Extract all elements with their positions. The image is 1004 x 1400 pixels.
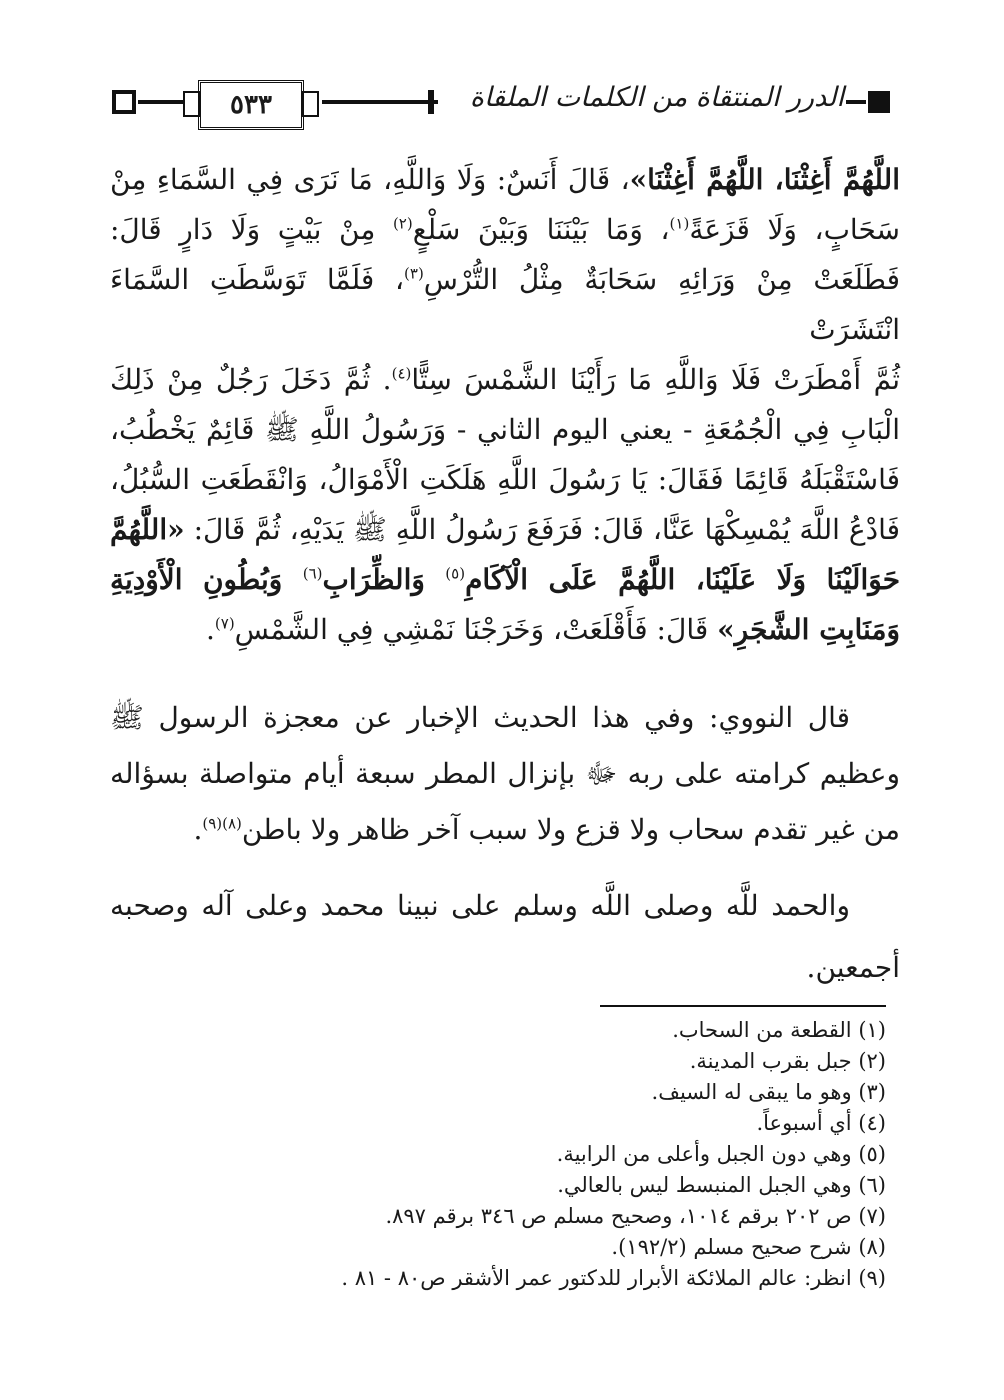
footnote-ref: (٨)(٩): [202, 814, 242, 833]
hadith-text-run: قَالَ: فَأَقْلَعَتْ، وَخَرَجْنَا نَمْشِي فِي الشَّمْسِ: [234, 613, 718, 646]
hadith-text-run: ، وَمَا بَيْنَنَا وَبَيْنَ سَلْعٍ: [412, 213, 670, 246]
hadith-line: [110, 155, 900, 205]
footnote-item: (١) القطعة من السحاب.: [672, 1018, 886, 1042]
hadith-line: [110, 605, 900, 655]
hadith-bold-text: حَوَالَيْنَا وَلَا عَلَيْنَا، اللَّهُمَّ عَلَى الْآكَامِ: [465, 563, 900, 596]
hadith-text-run: ، فَلَمَّا تَوَسَّطَتِ السَّمَاءَ انْتَشَرَتْ: [110, 263, 900, 346]
footnote-ref: (٢): [392, 214, 413, 233]
footnote-ref: (٣): [404, 264, 424, 283]
hadith-text-run: .: [205, 613, 215, 646]
hadith-line: [110, 455, 900, 505]
page-header: [112, 78, 892, 128]
page-number-text: ٥٣٣: [230, 90, 272, 120]
commentary-text: [110, 690, 900, 858]
book-title: الدرر المنتقاة من الكلمات الملقاة: [462, 82, 852, 113]
commentary-end: .: [193, 813, 203, 846]
hadith-line: [110, 355, 900, 405]
footnote-item: (٢) جبل بقرب المدينة.: [689, 1049, 886, 1073]
hadith-line: [110, 555, 900, 605]
hadith-bold-text: وَمَنَابِتِ الشَّجَرِ»: [717, 613, 900, 646]
header-rule-left: [138, 100, 184, 104]
commentary-paragraph: [110, 690, 900, 858]
hadith-text-run: . ثُمَّ دَخَلَ رَجُلٌ مِنْ ذَلِكَ: [110, 363, 392, 396]
header-divider: [428, 90, 434, 114]
closing-paragraph: [110, 875, 900, 999]
footnote-item: (٦) وهي الجبل المنبسط ليس بالعالي.: [557, 1173, 886, 1197]
hadith-bold-text: «اللَّهُمَّ: [110, 513, 185, 546]
footnote-separator: [600, 1005, 886, 1007]
header-ornament-right: [868, 91, 890, 113]
hadith-line: [110, 505, 900, 555]
hadith-text-run: فَاسْتَقْبَلَهُ قَائِمًا فَقَالَ: يَا رَسُولَ اللَّهِ هَلَكَتِ الْأَمْوَالُ، وَانْقَطَعَتِ السُّبُلُ،: [110, 463, 900, 496]
header-ornament-left: [112, 90, 136, 114]
header-rule-right: [846, 100, 866, 104]
footnote-item: (٥) وهي دون الجبل وأعلى من الرابية.: [556, 1142, 886, 1166]
hadith-text-run: ، قَالَ أَنَسٌ: وَلَا وَاللَّهِ، مَا نَرَى فِي السَّمَاءِ مِنْ: [110, 163, 630, 196]
hadith-text-run: فَطَلَعَتْ مِنْ وَرَائِهِ سَحَابَةٌ مِثْلُ التُّرْسِ: [423, 263, 901, 296]
commentary-body: قال النووي: وفي هذا الحديث الإخبار عن معجزة الرسول ﷺ وعظيم كرامته على ربه ﷻ بإنزال المطر سبعة أيام متواصلة بسؤاله من غير تقدم سحاب ولا قزع ولا سبب آخر ظاهر ولا باطن: [110, 701, 900, 846]
header-rule-middle: [322, 100, 438, 104]
hadith-bold-text: وَالظِّرَابِ: [322, 563, 446, 596]
hadith-text-run: مِنْ بَيْتٍ وَلَا دَارٍ قَالَ:: [110, 213, 393, 246]
hadith-line: [110, 205, 900, 255]
footnote-item: (٤) أي أسبوعاً.: [756, 1111, 886, 1135]
hadith-bold-text: اللَّهُمَّ أَغِثْنَا، اللَّهُمَّ أَغِثْنَا»: [629, 163, 900, 196]
footnotes: [186, 1015, 886, 1294]
hadith-text-run: فَادْعُ اللَّهَ يُمْسِكْهَا عَنَّا، قَالَ: فَرَفَعَ رَسُولُ اللَّهِ ﷺ يَدَيْهِ، ثُمَّ قَالَ:: [184, 513, 900, 546]
footnote-ref: (٦): [302, 564, 323, 583]
footnote-item: (٧) ص ٢٠٢ برقم ١٠١٤، وصحيح مسلم ص ٣٤٦ برقم ٨٩٧.: [385, 1204, 886, 1228]
hadith-text: [110, 155, 900, 655]
footnote-ref: (٧): [214, 614, 235, 633]
footnote-item: (٨) شرح صحيح مسلم (١٩٢/٢).: [611, 1235, 886, 1259]
footnote-ref: (٤): [391, 364, 412, 383]
closing-text: والحمد للَّه وصلى اللَّه وسلم على نبينا محمد وعلى آله وصحبه أجمعين.: [110, 889, 900, 984]
hadith-bold-text: وَبُطُونِ الْأَوْدِيَةِ: [110, 563, 303, 596]
footnote-ref: (٥): [445, 564, 466, 583]
hadith-text-run: ثُمَّ أَمْطَرَتْ فَلَا وَاللَّهِ مَا رَأَيْنَا الشَّمْسَ سِتًّا: [411, 363, 900, 396]
footnote-ref: (١): [669, 214, 690, 233]
footnote-item: (٩) انظر: عالم الملائكة الأبرار للدكتور عمر الأشقر ص٨٠ - ٨١ .: [341, 1266, 886, 1290]
footnote-item: (٣) وهو ما يبقى له السيف.: [651, 1080, 886, 1104]
hadith-line: [110, 405, 900, 455]
page-number: [198, 80, 304, 130]
hadith-text-run: الْبَابِ فِي الْجُمُعَةِ - يعني اليوم الثاني - وَرَسُولُ اللَّهِ ﷺ قَائِمٌ يَخْطُبُ،: [110, 413, 900, 446]
hadith-text-run: سَحَابٍ، وَلَا قَزَعَةً: [689, 213, 900, 246]
hadith-line: [110, 255, 900, 355]
